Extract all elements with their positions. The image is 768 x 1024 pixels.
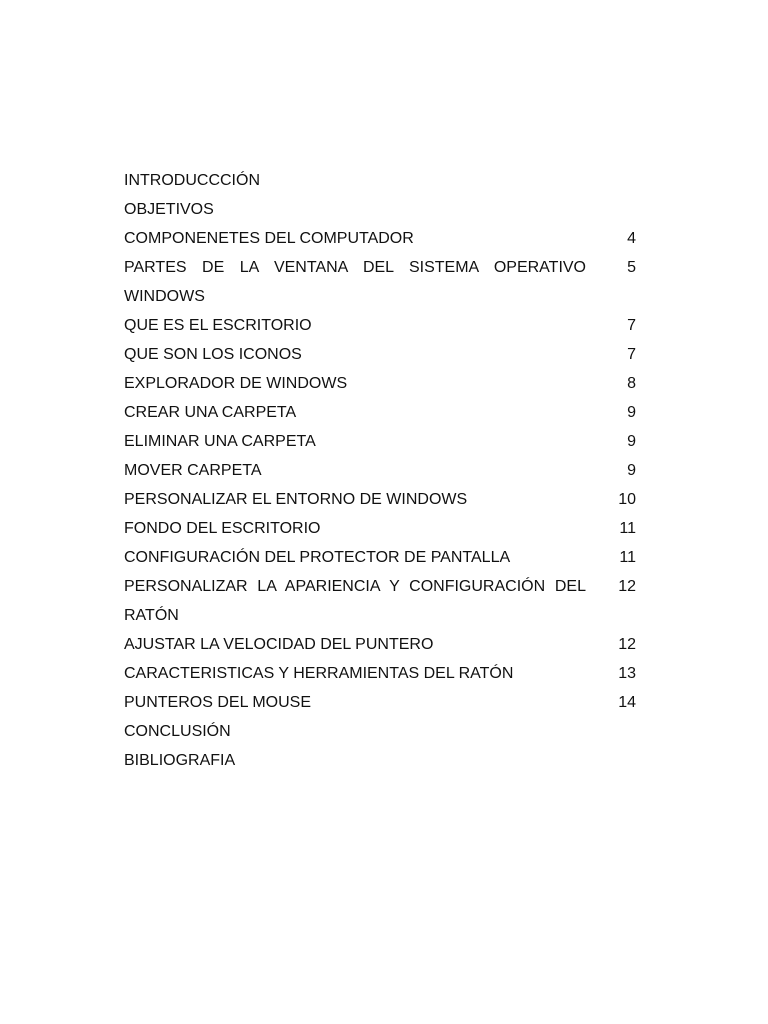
table-of-contents — [124, 166, 640, 775]
toc-entry-page: 9 — [627, 433, 636, 450]
toc-entry — [124, 427, 640, 456]
toc-entry-page: 7 — [627, 346, 636, 363]
toc-entry — [124, 717, 640, 746]
toc-entry-title: COMPONENETES DEL COMPUTADOR — [124, 230, 414, 247]
toc-entry — [124, 630, 640, 659]
toc-entry-title: INTRODUCCCIÓN — [124, 172, 260, 189]
toc-entry-page: 7 — [627, 317, 636, 334]
toc-entry — [124, 456, 640, 485]
toc-entry-title: EXPLORADOR DE WINDOWS — [124, 375, 348, 392]
toc-entry-page: 10 — [618, 491, 636, 508]
toc-entry — [124, 369, 640, 398]
toc-entry — [124, 514, 640, 543]
toc-entry — [124, 311, 640, 340]
toc-entry — [124, 659, 640, 688]
toc-entry — [124, 340, 640, 369]
toc-entry-page: 13 — [618, 665, 636, 682]
toc-entry-title: PARTES DE LA VENTANA DEL SISTEMA OPERATIVO WINDOWS — [124, 259, 586, 305]
toc-entry-page: 11 — [619, 520, 636, 537]
toc-entry-title: MOVER CARPETA — [124, 462, 262, 479]
toc-entry-title: PERSONALIZAR EL ENTORNO DE WINDOWS — [124, 491, 468, 508]
toc-entry-title: ELIMINAR UNA CARPETA — [124, 433, 316, 450]
toc-entry — [124, 224, 640, 253]
toc-entry-page: 9 — [627, 404, 636, 421]
toc-entry — [124, 688, 640, 717]
toc-entry-title: PUNTEROS DEL MOUSE — [124, 694, 311, 711]
toc-entry-title: QUE ES EL ESCRITORIO — [124, 317, 312, 334]
toc-entry — [124, 253, 640, 311]
toc-entry-page: 12 — [618, 636, 636, 653]
toc-entry-title: CARACTERISTICAS Y HERRAMIENTAS DEL RATÓN — [124, 665, 514, 682]
toc-entry-page: 11 — [619, 549, 636, 566]
toc-entry-title: FONDO DEL ESCRITORIO — [124, 520, 321, 537]
toc-entry-page: 14 — [618, 694, 636, 711]
toc-entry-title: CREAR UNA CARPETA — [124, 404, 297, 421]
toc-entry-page: 8 — [627, 375, 636, 392]
toc-entry-title: OBJETIVOS — [124, 201, 214, 218]
toc-entry-title: PERSONALIZAR LA APARIENCIA Y CONFIGURACIÓN DEL RATÓN — [124, 578, 586, 624]
toc-entry — [124, 746, 640, 775]
toc-entry-title: QUE SON LOS ICONOS — [124, 346, 302, 363]
toc-entry — [124, 195, 640, 224]
toc-entry — [124, 485, 640, 514]
toc-entry — [124, 166, 640, 195]
toc-entry-page: 4 — [627, 230, 636, 247]
toc-entry-title: CONFIGURACIÓN DEL PROTECTOR DE PANTALLA — [124, 549, 511, 566]
toc-entry-title: CONCLUSIÓN — [124, 723, 231, 740]
toc-entry-page: 12 — [618, 578, 636, 595]
toc-entry-page: 9 — [627, 462, 636, 479]
toc-entry-page: 5 — [627, 259, 636, 276]
toc-entry-title: AJUSTAR LA VELOCIDAD DEL PUNTERO — [124, 636, 434, 653]
toc-entry — [124, 543, 640, 572]
toc-entry-title: BIBLIOGRAFIA — [124, 752, 236, 769]
toc-entry — [124, 572, 640, 630]
toc-entry — [124, 398, 640, 427]
